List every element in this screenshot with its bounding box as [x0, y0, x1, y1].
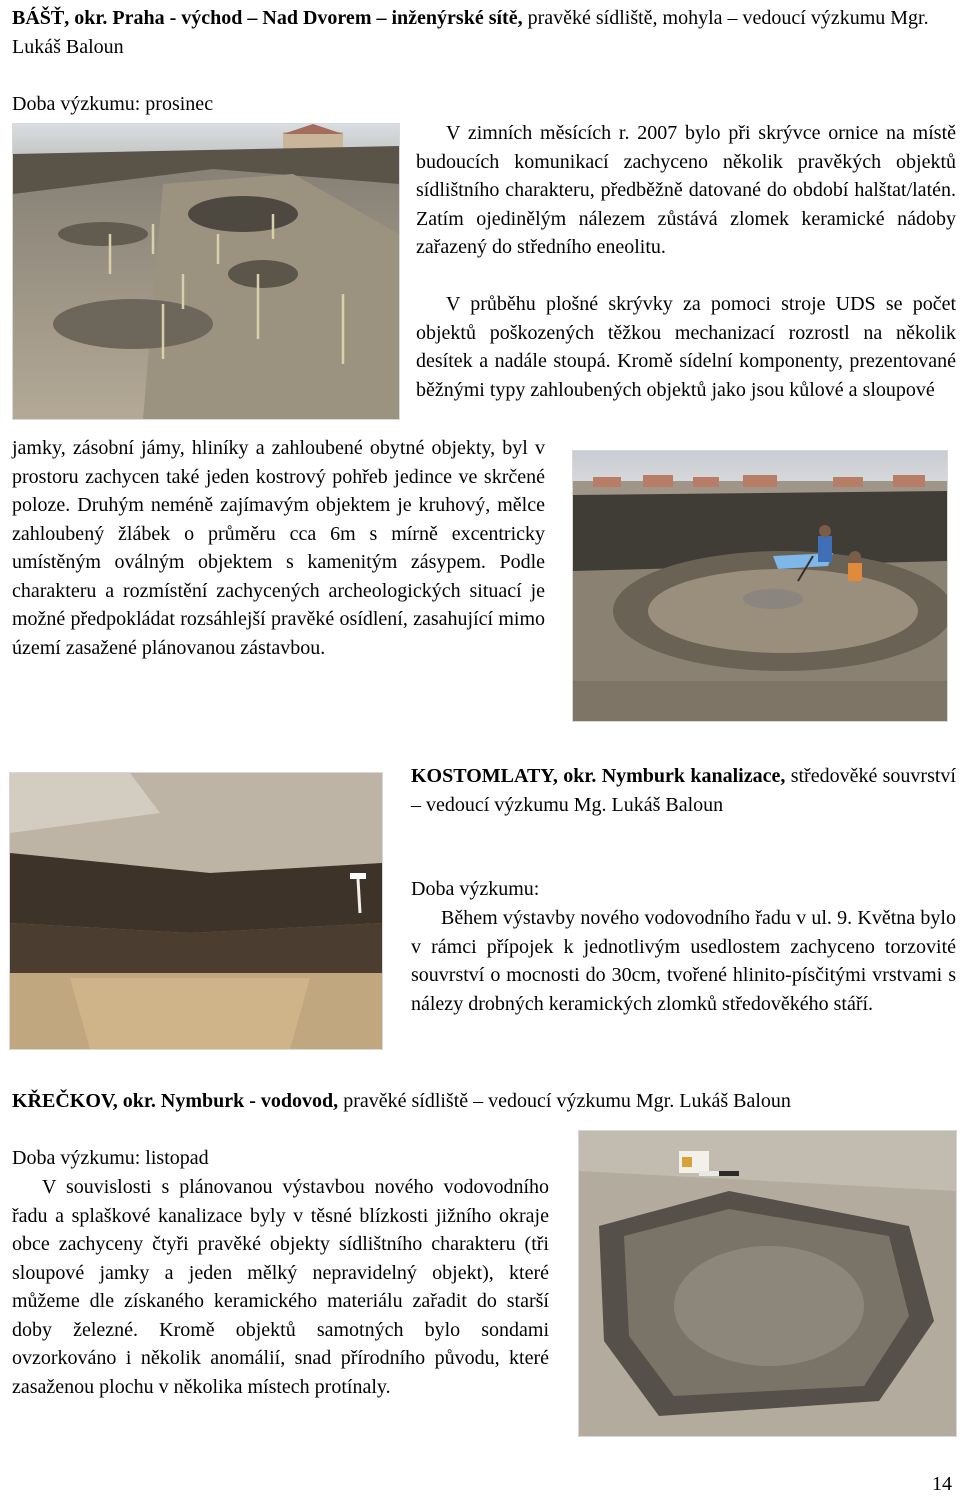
section-heading-bast: [12, 4, 956, 61]
paragraph-bast-1: [416, 119, 956, 262]
heading-bold: KŘEČKOV, okr. Nymburk - vodovod,: [12, 1090, 339, 1112]
research-period: Doba výzkumu: listopad: [12, 1147, 209, 1169]
heading-bold: KOSTOMLATY, okr. Nymburk kanalizace,: [411, 765, 786, 787]
paragraph-kreckov: [12, 1173, 549, 1401]
heading-rest: středověké souvrství – vedoucí výzkumu Mg. Lukáš Baloun: [411, 765, 956, 816]
paragraph-text: V souvislosti s plánovanou výstavbou nového vodovodního řadu a splaškové kanalizace byly v těsné blízkosti jižního okraje obce zachyceny čtyři pravěké objekty sídlištního charakteru (tři sloupové jamky a jeden mělký nepravidelný objekt), které můžeme dle získaného keramického materiálu zařadit do starší doby železné. Kromě objektů samotných bylo sondami ovzorkováno i několik anomálií, snad přírodního původu, které zasaženou plochu v několika místech protínaly.: [12, 1176, 549, 1398]
research-period: Doba výzkumu:: [411, 878, 540, 900]
section-heading-kreckov: [12, 1087, 956, 1116]
photo-circular-ditch: [572, 450, 948, 722]
paragraph-text: jamky, zásobní jámy, hliníky a zahloubené obytné objekty, byl v prostoru zachycen také jeden kostrový pohřeb jedince ve skrčené poloze. Druhým neméně zajímavým objektem je kruhový, mělce zahloubený žlábek o průměru cca 6m s mírně excentricky umístěným oválným objektem s kamenitým zásypem. Podle charakteru a rozmístění zachycených archeologických situací je možné předpokládat rozsáhlejší pravěké osídlení, zasahující mimo území zasažené plánovanou zástavbou.: [12, 437, 545, 659]
photo-stratigraphy-profile: [9, 772, 383, 1050]
paragraph-text: Během výstavby nového vodovodního řadu v ul. 9. Května bylo v rámci přípojek k jednotlivým usedlostem zachyceno torzovité souvrství o mocnosti do 30cm, tvořené hlinito-písčitými vrstvami s nálezy drobných keramických zlomků středověkého stáří.: [411, 907, 956, 1015]
paragraph-bast-2-top: [416, 290, 956, 404]
photo-pit-feature: [578, 1130, 957, 1437]
photo-excavation-field: [12, 123, 400, 420]
page-number: 14: [932, 1473, 952, 1495]
heading-rest: pravěké sídliště, mohyla – vedoucí výzkumu Mgr. Lukáš Baloun: [12, 7, 929, 58]
heading-bold: BÁŠŤ, okr. Praha - východ – Nad Dvorem – inženýrské sítě,: [12, 7, 523, 29]
heading-rest: pravěké sídliště – vedoucí výzkumu Mgr. Lukáš Baloun: [338, 1090, 791, 1112]
paragraph-bast-2-bottom: [12, 434, 545, 662]
research-period: Doba výzkumu: prosinec: [12, 93, 214, 115]
paragraph-text: V zimních měsících r. 2007 bylo při skrývce ornice na místě budoucích komunikací zachyceno několik pravěkých objektů sídlištního charakteru, předběžně datované do období halštat/latén. Zatím ojedinělým nálezem zůstává zlomek keramické nádoby zařazený do středního eneolitu.: [416, 122, 956, 258]
paragraph-kostomlaty: [411, 904, 956, 1018]
paragraph-text: V průběhu plošné skrývky za pomoci stroje UDS se počet objektů poškozených těžkou mechanizací rozrostl na několik desítek a nadále stoupá. Kromě sídelní komponenty, prezentované běžnými typy zahloubených objektů jako jsou kůlové a sloupové: [416, 293, 956, 401]
section-heading-kostomlaty: [411, 762, 956, 819]
